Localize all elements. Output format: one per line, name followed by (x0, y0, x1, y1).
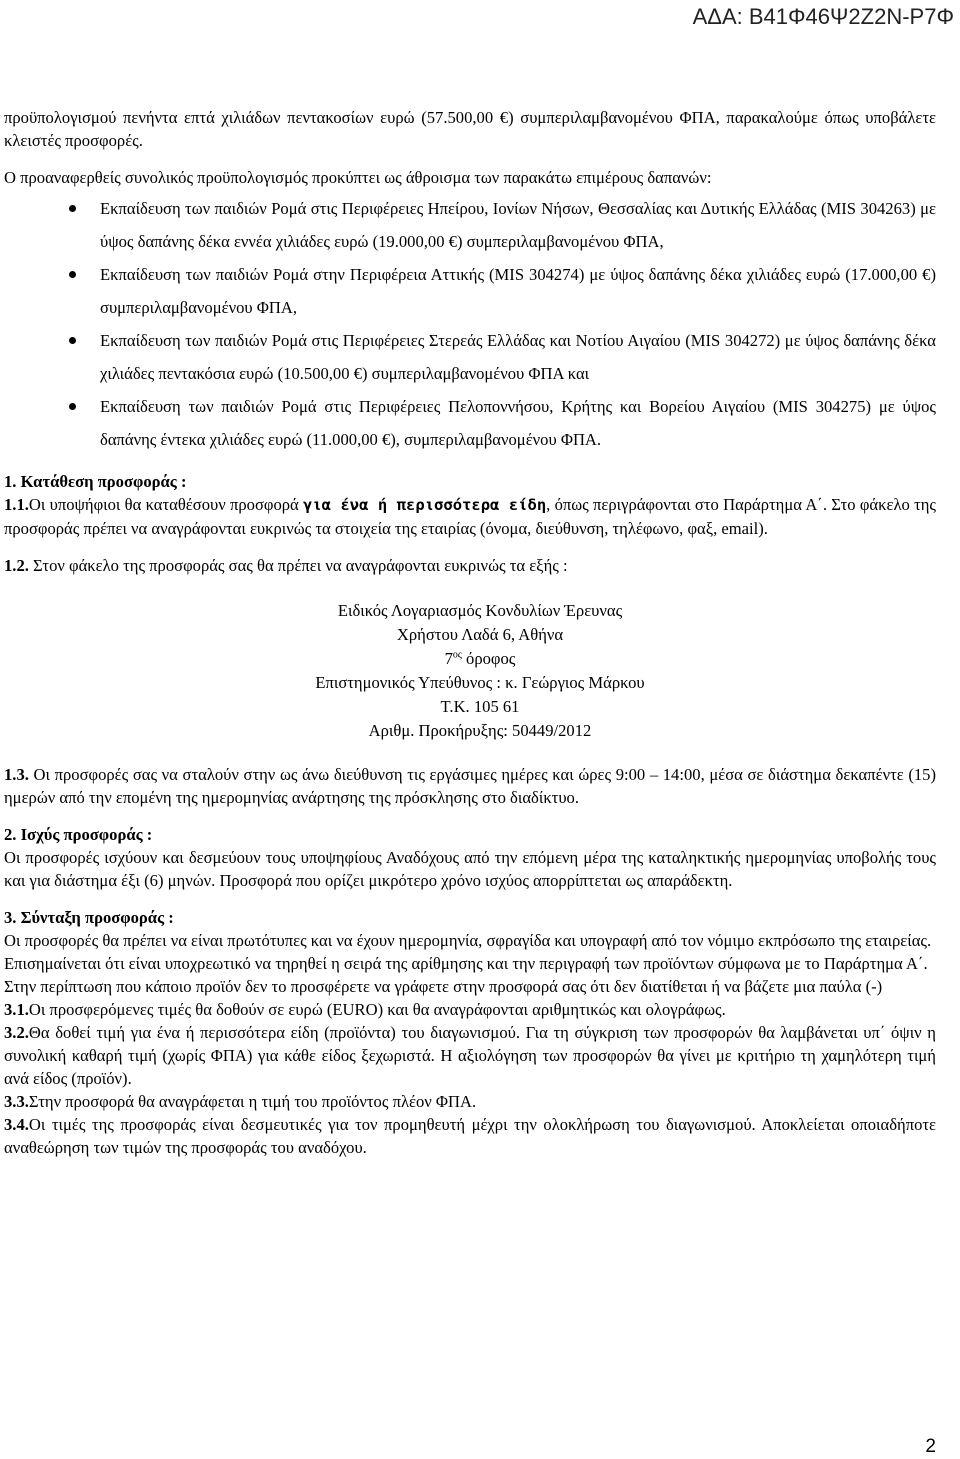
section-3-paragraph: Επισημαίνεται ότι είναι υποχρεωτικό να τηρηθεί η σειρά της αρίθμησης και την περιγραφή των προϊόντων σύμφωνα με το Παράρτημα Α΄. (4, 954, 928, 973)
address-line: Επιστημονικός Υπεύθυνος : κ. Γεώργιος Μάρκου (315, 673, 645, 692)
address-line: Χρήστου Λαδά 6, Αθήνα (396, 625, 564, 644)
list-item: Εκπαίδευση των παιδιών Ρομά στις Περιφέρειες Πελοποννήσου, Κρήτης και Βορείου Αιγαίου (MIS 304275) με ύψος δαπάνης έντεκα χιλιάδες ευρώ (11.000,00 €), συμπεριλαμβανομένου ΦΠΑ. (4, 390, 936, 456)
document-body (4, 106, 936, 1159)
paragraph-3-2: 3.2.Θα δοθεί τιμή για ένα ή περισσότερα είδη (προϊόντα) του διαγωνισμού. Για τη σύγκριση των προσφορών θα λαμβάνεται υπ΄ όψιν η συνολική καθαρή τιμή (χωρίς ΦΠΑ) για κάθε είδος ξεχωριστά. Η αξιολόγηση των προσφορών θα γίνει με κριτήριο τη χαμηλότερη τιμή ανά είδος (προϊόν). (4, 1023, 936, 1088)
section-2-heading: 2. Ισχύς προσφοράς : (4, 825, 153, 844)
section-1-heading: 1. Κατάθεση προσφοράς : (4, 472, 187, 491)
paragraph-1-3: 1.3. Οι προσφορές σας να σταλούν στην ως άνω διεύθυνση τις εργάσιμες ημέρες και ώρες 9:00 – 14:00, μέσα σε διάστημα δεκαπέντε (15) ημερών από την επομένη της ημερομηνίας ανάρτησης της πρόσκλησης στο διαδίκτυο. (4, 765, 936, 807)
paragraph-3-1: 3.1.Οι προσφερόμενες τιμές θα δοθούν σε ευρώ (EURO) και θα αναγράφονται αριθμητικώς και ολογράφως. (4, 1000, 726, 1019)
list-item: Εκπαίδευση των παιδιών Ρομά στις Περιφέρειες Στερεάς Ελλάδας και Νοτίου Αιγαίου (MIS 304272) με ύψος δαπάνης δέκα χιλιάδες πεντακόσια ευρώ (10.500,00 €) συμπεριλαμβανομένου ΦΠΑ και (4, 324, 936, 390)
paragraph-3-4: 3.4.Οι τιμές της προσφοράς είναι δεσμευτικές για τον προμηθευτή μέχρι την ολοκλήρωση του διαγωνισμού. Αποκλείεται οποιαδήποτε αναθεώρηση των τιμών της προσφοράς του αναδόχου. (4, 1115, 936, 1157)
address-line: $7^{o\varsigma}$ όροφος (444, 649, 516, 668)
address-line: Αριθμ. Προκήρυξης: 50449/2012 (368, 721, 592, 740)
expense-list (4, 192, 936, 456)
list-item: Εκπαίδευση των παιδιών Ρομά στις Περιφέρειες Ηπείρου, Ιονίων Νήσων, Θεσσαλίας και Δυτικής Ελλάδας (MIS 304263) με ύψος δαπάνης δέκα εννέα χιλιάδες ευρώ (19.000,00 €) συμπεριλαμβανομένου ΦΠΑ, (4, 192, 936, 258)
page-number: 2 (925, 1436, 936, 1457)
list-item: Εκπαίδευση των παιδιών Ρομά στην Περιφέρεια Αττικής (MIS 304274) με ύψος δαπάνης δέκα χιλιάδες ευρώ (17.000,00 €) συμπεριλαμβανομένου ΦΠΑ, (4, 258, 936, 324)
intro-paragraph: προϋπολογισμού πενήντα επτά χιλιάδων πεντακοσίων ευρώ (57.500,00 €) συμπεριλαμβανομένου ΦΠΑ, παρακαλούμε όπως υποβάλετε κλειστές προσφορές. (4, 108, 936, 150)
paragraph-1-2: 1.2. Στον φάκελο της προσφοράς σας θα πρέπει να αναγράφονται ευκρινώς τα εξής : (4, 556, 568, 575)
section-3-paragraph: Στην περίπτωση που κάποιο προϊόν δεν το προσφέρετε να γράφετε στην προσφορά σας ότι δεν διατίθεται ή να βάζετε μια παύλα (-) (4, 977, 883, 996)
section-3-paragraph: Οι προσφορές θα πρέπει να είναι πρωτότυπες και να έχουν ημερομηνία, σφραγίδα και υπογραφή από τον νόμιμο εκπρόσωπο της εταιρείας. (4, 931, 932, 950)
paragraph-3-3: 3.3.Στην προσφορά θα αναγράφεται η τιμή του προϊόντος πλέον ΦΠΑ. (4, 1092, 477, 1111)
ada-code: ΑΔΑ: Β41Φ46Ψ2Ζ2Ν-Ρ7Φ (692, 4, 954, 29)
section-2-text: Οι προσφορές ισχύουν και δεσμεύουν τους υποψηφίους Αναδόχους από την επόμενη μέρα της καταληκτικής ημερομηνίας υποβολής τους και για διάστημα έξι (6) μηνών. Προσφορά που ορίζει μικρότερο χρόνο ισχύος απορρίπτεται ως απαράδεκτη. (4, 848, 936, 890)
address-line: Τ.Κ. 105 61 (440, 697, 520, 716)
address-line: Ειδικός Λογαριασμός Κονδυλίων Έρευνας (337, 601, 623, 620)
address-block (4, 599, 936, 743)
budget-summary-paragraph: Ο προαναφερθείς συνολικός προϋπολογισμός προκύπτει ως άθροισμα των παρακάτω επιμέρους δαπανών: (4, 168, 712, 187)
paragraph-1-1: 1.1.Οι υποψήφιοι θα καταθέσουν προσφορά για ένα ή περισσότερα είδη, όπως περιγράφονται στο Παράρτημα Α΄. Στο φάκελο της προσφοράς πρέπει να αναγράφονται ευκρινώς τα στοιχεία της εταιρίας (όνομα, διεύθυνση, τηλέφωνο, φαξ, email). (4, 495, 936, 538)
section-3-heading: 3. Σύνταξη προσφοράς : (4, 908, 174, 927)
